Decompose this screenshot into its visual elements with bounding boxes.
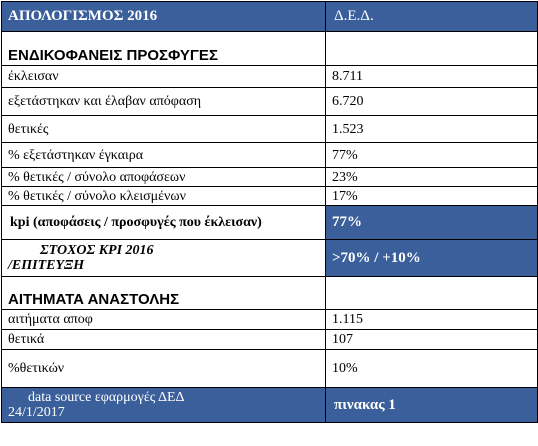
table-row (2, 116, 538, 143)
section-row (2, 32, 538, 66)
section-title-appeals: ΕΝΔΙΚΟΦΑΝΕΙΣ ΠΡΟΣΦΥΓΕΣ (2, 32, 326, 66)
target-label (2, 240, 326, 277)
row-value: 1.115 (326, 310, 538, 330)
table-row (2, 350, 538, 388)
table-row (2, 66, 538, 88)
report-table (1, 1, 538, 423)
row-label: % θετικές / σύνολο κλεισμένων (2, 187, 326, 206)
row-value: 77% (326, 143, 538, 168)
report-title: ΑΠΟΛΟΓΙΣΜΟΣ 2016 (2, 2, 326, 32)
column-header: Δ.Ε.Δ. (326, 2, 538, 32)
row-label: %θετικών (2, 350, 326, 388)
target-label-line1: ΣΤΟΧΟΣ KPI 2016 (40, 243, 154, 258)
table-row (2, 310, 538, 330)
empty-cell (326, 32, 538, 66)
row-value: 6.720 (326, 88, 538, 116)
data-source-date: 24/1/2017 (8, 405, 65, 420)
row-value: 107 (326, 330, 538, 350)
table-row (2, 330, 538, 350)
target-value: >70% / +10% (326, 240, 538, 277)
row-label: αιτήματα αποφ (2, 310, 326, 330)
row-label: % θετικές / σύνολο αποφάσεων (2, 168, 326, 187)
row-value: 10% (326, 350, 538, 388)
table-number-label: πινακας 1 (326, 388, 538, 423)
row-value: 17% (326, 187, 538, 206)
kpi-value: 77% (326, 206, 538, 240)
footer-row (2, 388, 538, 423)
data-source-line1: data source εφαρμογές ΔΕΔ (28, 390, 185, 405)
row-label: έκλεισαν (2, 66, 326, 88)
data-source-note (2, 388, 326, 423)
section-row (2, 277, 538, 310)
row-label: εξετάστηκαν και έλαβαν απόφαση (2, 88, 326, 116)
table-row (2, 88, 538, 116)
row-label: θετικές (2, 116, 326, 143)
row-label: θετικά (2, 330, 326, 350)
empty-cell (326, 277, 538, 310)
table-row (2, 168, 538, 187)
kpi-row (2, 206, 538, 240)
row-label: % εξετάστηκαν έγκαιρα (2, 143, 326, 168)
target-row (2, 240, 538, 277)
section-title-suspension: ΑΙΤΗΜΑΤΑ ΑΝΑΣΤΟΛΗΣ (2, 277, 326, 310)
table-row (2, 187, 538, 206)
header-row (2, 2, 538, 32)
row-value: 1.523 (326, 116, 538, 143)
kpi-label: kpi (αποφάσεις / προσφυγές που έκλεισαν) (2, 206, 326, 240)
row-value: 23% (326, 168, 538, 187)
table-row (2, 143, 538, 168)
row-value: 8.711 (326, 66, 538, 88)
target-label-line2: /ΕΠΙΤΕΥΞΗ (8, 258, 85, 273)
